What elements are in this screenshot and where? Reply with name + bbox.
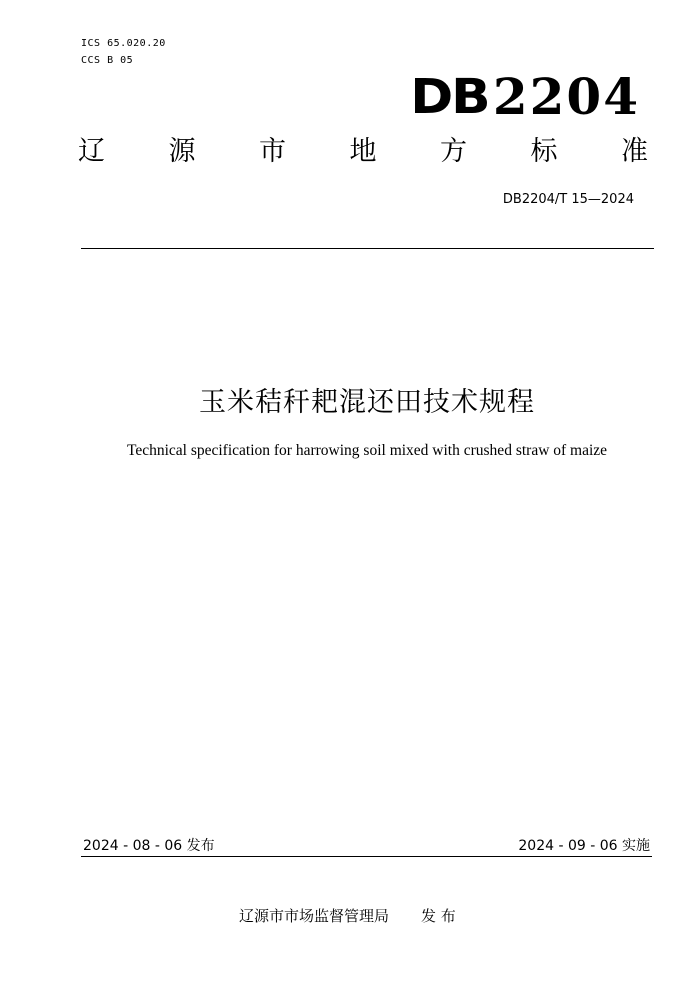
ccs-classification: CCS B 05 — [81, 55, 134, 66]
release-date: 2024 - 08 - 06 发布 — [83, 838, 215, 854]
db-logo-prefix: DB — [410, 69, 489, 125]
implementation-date: 2024 - 09 - 06 实施 — [518, 838, 650, 854]
issuer-action: 发 布 — [421, 907, 456, 925]
standard-type-char: 市 — [259, 136, 286, 167]
issuer-line — [239, 905, 456, 926]
standard-type-char: 准 — [621, 136, 648, 167]
standard-type-char: 地 — [349, 136, 377, 167]
standard-type-char: 方 — [440, 136, 467, 167]
standard-type-char: 标 — [530, 136, 558, 167]
issuer-name: 辽源市市场监督管理局 — [239, 907, 390, 925]
title-english: Technical specification for harrowing soil mixed with crushed straw of maize — [126, 442, 608, 459]
ics-classification: ICS 65.020.20 — [81, 38, 166, 49]
standard-code: DB2204/T 15—2024 — [502, 192, 634, 207]
standard-type-heading — [78, 134, 648, 170]
title-chinese: 玉米秸秆耙混还田技术规程 — [199, 387, 535, 418]
db-logo-number: 2204 — [492, 67, 640, 126]
bottom-divider — [81, 856, 652, 857]
top-divider — [81, 248, 654, 249]
standard-type-char: 辽 — [78, 136, 105, 167]
db-standard-logo — [410, 66, 640, 126]
standard-type-char: 源 — [168, 136, 196, 167]
